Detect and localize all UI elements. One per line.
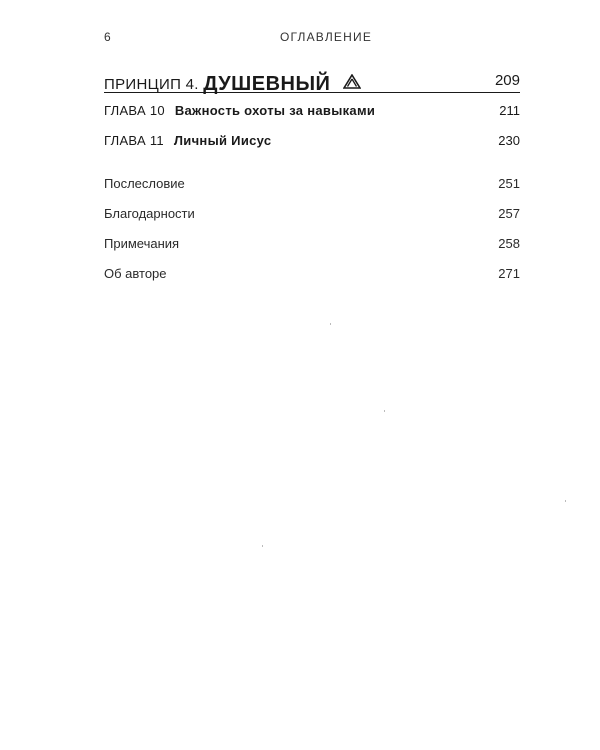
mountain-triangle-icon bbox=[343, 74, 361, 93]
paper-speck bbox=[330, 323, 331, 325]
chapter-page-number: 230 bbox=[498, 133, 520, 148]
back-matter-page-number: 257 bbox=[498, 206, 520, 221]
back-matter-page-number: 271 bbox=[498, 266, 520, 281]
toc-part-entry bbox=[104, 68, 520, 93]
paper-speck bbox=[262, 545, 263, 547]
back-matter-title: Послесловие bbox=[104, 176, 185, 191]
toc-back-matter-entry bbox=[104, 176, 520, 196]
part-page-number: 209 bbox=[494, 72, 520, 89]
section-title: ОГЛАВЛЕНИЕ bbox=[279, 30, 373, 44]
part-heading bbox=[104, 72, 361, 95]
toc-back-matter-entry bbox=[104, 236, 520, 256]
chapter-page-number: 211 bbox=[499, 103, 520, 118]
back-matter-page-number: 251 bbox=[498, 176, 520, 191]
paper-speck bbox=[384, 410, 385, 412]
chapter-title: Личный Иисус bbox=[173, 133, 272, 148]
back-matter-title: Благодарности bbox=[104, 206, 195, 221]
running-head bbox=[104, 30, 520, 46]
toc-chapter-entry bbox=[104, 103, 520, 123]
paper-speck bbox=[565, 500, 566, 502]
chapter-title: Важность охоты за навыками bbox=[174, 103, 376, 118]
page-number: 6 bbox=[104, 30, 112, 44]
toc-back-matter-entry bbox=[104, 206, 520, 226]
part-label: ПРИНЦИП 4. bbox=[104, 76, 199, 93]
toc-chapter-entry bbox=[104, 133, 520, 153]
chapter-label: ГЛАВА 11 bbox=[104, 133, 164, 148]
back-matter-page-number: 258 bbox=[498, 236, 520, 251]
part-name: ДУШЕВНЫЙ bbox=[203, 73, 331, 95]
chapter-label: ГЛАВА 10 bbox=[104, 103, 165, 118]
back-matter-title: Примечания bbox=[104, 236, 180, 251]
chapter-heading bbox=[104, 133, 271, 148]
back-matter-title: Об авторе bbox=[104, 266, 167, 281]
chapter-heading bbox=[104, 103, 375, 118]
toc-back-matter-entry bbox=[104, 266, 520, 286]
